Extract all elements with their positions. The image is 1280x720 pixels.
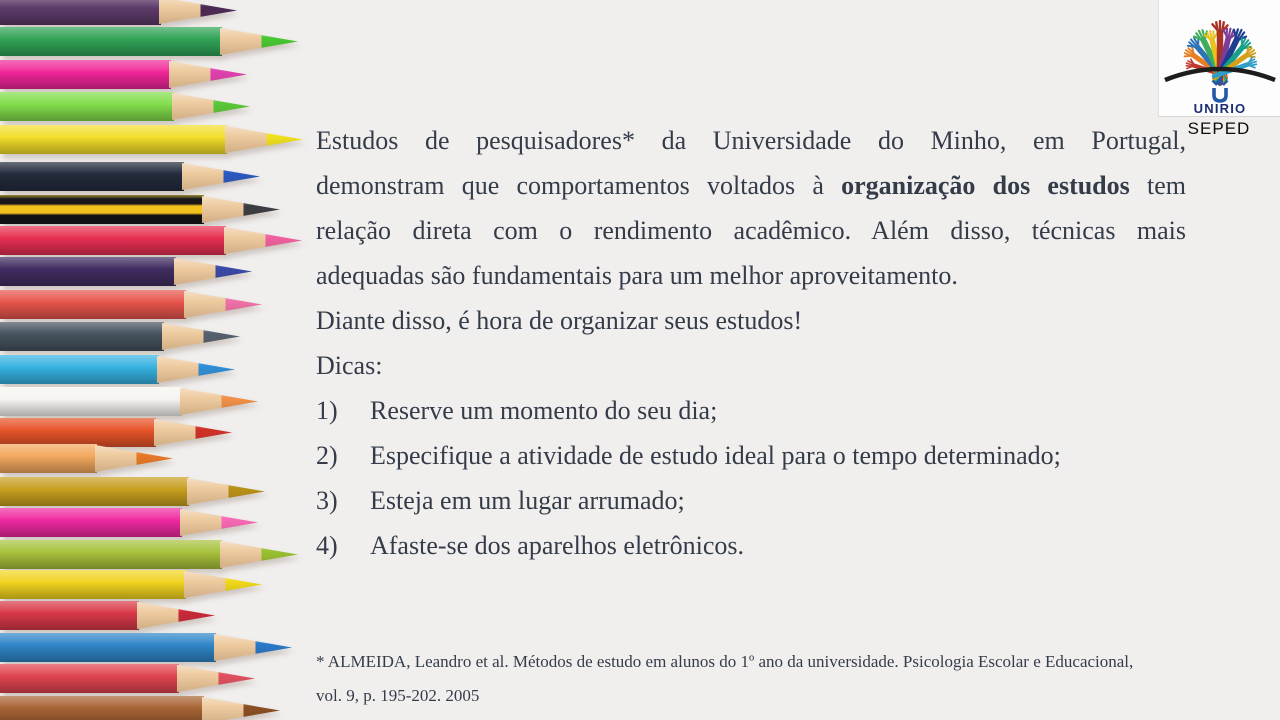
pencil (0, 226, 330, 255)
pencil (0, 92, 330, 121)
pencil (0, 387, 330, 416)
footnote-citation (316, 645, 1133, 713)
tip-text: Afaste-se dos aparelhos eletrônicos. (370, 531, 744, 560)
paragraph-line: adequadas são fundamentais para um melhor aproveitamento. (316, 261, 958, 290)
pencil (0, 696, 330, 720)
pencil (0, 60, 330, 89)
pencil (0, 540, 330, 569)
colored-pencils-image (0, 0, 330, 720)
tip-number: 4) (316, 531, 338, 560)
pencil (0, 355, 330, 384)
paragraph-text: demonstram que comportamentos voltados à (316, 171, 842, 200)
paragraph-line: relação direta com o rendimento acadêmico. Além disso, técnicas mais (316, 216, 1186, 245)
pencil (0, 477, 330, 506)
tip-number: 1) (316, 396, 338, 425)
pencil (0, 290, 330, 319)
tip-number: 2) (316, 441, 338, 470)
tip-text: Reserve um momento do seu dia; (370, 396, 718, 425)
tip-number: 3) (316, 486, 338, 515)
unirio-logo (1158, 0, 1280, 117)
pencil (0, 601, 330, 630)
paragraph-line: Estudos de pesquisadores* da Universidade do Minho, em Portugal, (316, 126, 1186, 155)
seped-label: SEPED (1187, 119, 1251, 138)
paragraph-line (316, 163, 1186, 208)
tip-item (316, 388, 1186, 433)
tip-item (316, 433, 1186, 478)
pencil (0, 195, 330, 224)
tip-text: Especifique a atividade de estudo ideal para o tempo determinado; (370, 441, 1061, 470)
tip-item (316, 478, 1186, 523)
footnote-line: * ALMEIDA, Leandro et al. Métodos de estudo em alunos do 1º ano da universidade. Psicologia Escolar e Educacional, (316, 652, 1134, 671)
footnote-line: vol. 9, p. 195-202. 2005 (316, 686, 480, 705)
cta-line: Diante disso, é hora de organizar seus estudos! (316, 306, 803, 335)
tip-item (316, 523, 1186, 568)
unirio-logo-graphic (1159, 0, 1280, 117)
pencil (0, 633, 330, 662)
pencil (0, 125, 330, 154)
pencil (0, 27, 330, 56)
pencil (0, 418, 330, 447)
pencil (0, 322, 330, 351)
raised-hands-icon (1182, 21, 1257, 84)
pencil (0, 444, 330, 473)
slide-content (316, 118, 1186, 568)
intro-paragraph (316, 118, 1186, 298)
pencil (0, 257, 330, 286)
pencil (0, 508, 330, 537)
pencil (0, 162, 330, 191)
pencil (0, 664, 330, 693)
unirio-wordmark: UNIRIO (1193, 101, 1247, 116)
bold-phrase: organização dos estudos (841, 171, 1130, 200)
tips-label: Dicas: (316, 351, 383, 380)
pencil (0, 570, 330, 599)
pencil (0, 0, 330, 25)
tip-text: Esteja em um lugar arrumado; (370, 486, 685, 515)
paragraph-text: tem (1129, 171, 1186, 200)
